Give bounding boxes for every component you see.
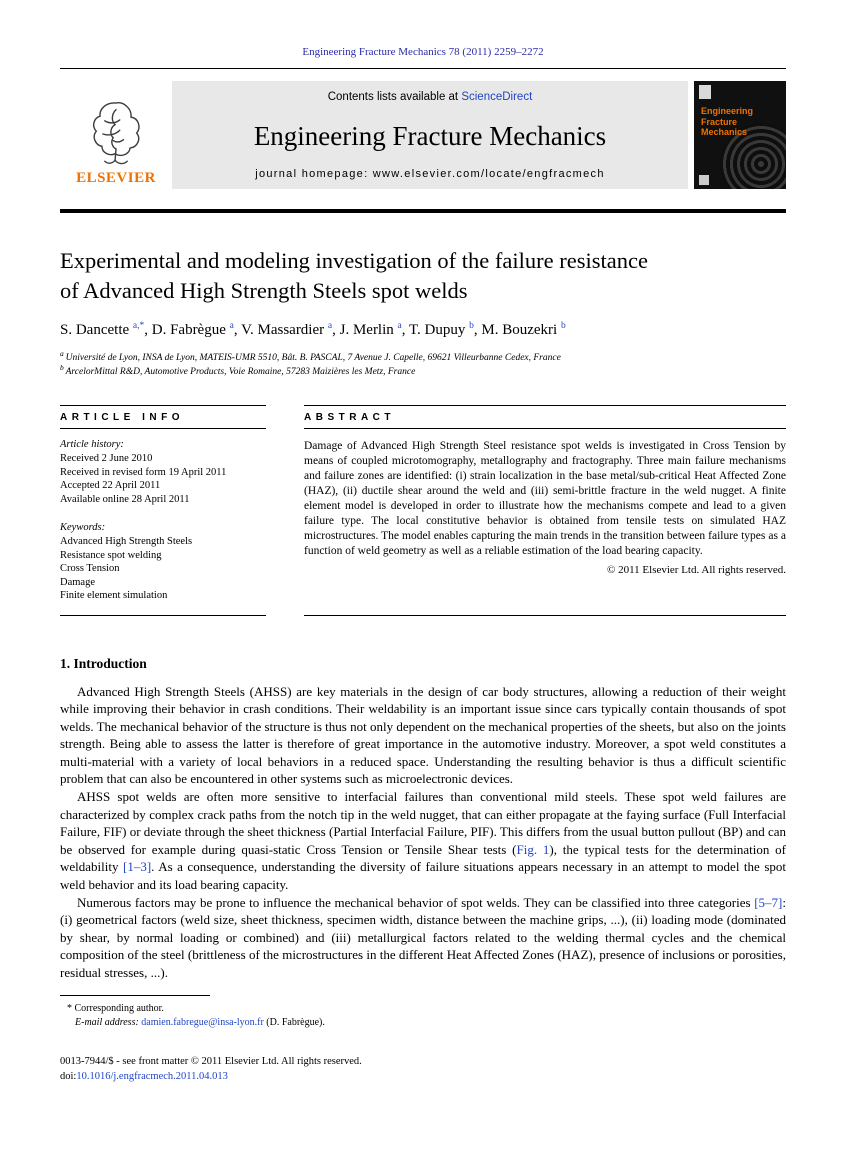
fig-1-link[interactable]: Fig. 1 (516, 841, 550, 857)
elsevier-logo-text: ELSEVIER (76, 170, 156, 186)
intro-paragraph-1 (60, 683, 786, 789)
keyword-item: Resistance spot welding (60, 549, 162, 561)
masthead-divider (60, 209, 786, 213)
author-name: , T. Dupuy (401, 322, 470, 338)
text-segment: . As a consequence, understanding the diversity of failure situations appears necessary in an attempt to model the spot weld behavior and its load bearing capacity. (60, 859, 786, 893)
sciencedirect-link[interactable]: ScienceDirect (461, 91, 533, 103)
cover-title-line: Fracture Mechanics (701, 116, 748, 137)
imprint-area (60, 1054, 786, 1085)
article-info-body (60, 429, 266, 615)
affiliation-sup: b (60, 362, 66, 372)
intro-paragraph-3 (60, 894, 786, 982)
affiliation-text: Université de Lyon, INSA de Lyon, MATEIS-UMR 5510, Bât. B. PASCAL, 7 Avenue J. Capelle, 69621 Villeurbanne Cedex, France (65, 353, 561, 363)
abstract-text: Damage of Advanced High Strength Steel resistance spot welds is investigated in Cross Tension by means of coupled microtomography, metallography and fractography. Three main failure mechanisms and failure zones are identified: (i) strain localization in the base metal/sub-critical Heat Affected Zone (HAZ), (ii) ductile shear around the weld and (iii) semi-brittle fracture in the weld nugget. A finite element model is developed in order to illustrate how the mechanisms compete and lead to a given failure type. The local constitutive behavior is obtained from tensile tests on simulated HAZ microstructures. The model enables capturing the main trends in the transition between failure types as a function of weld geometry as well as a reliable estimation of the load bearing capacity. (304, 440, 786, 557)
footnote-divider (60, 995, 210, 996)
copyright-line: © 2011 Elsevier Ltd. All rights reserved. (606, 564, 786, 576)
history-item: Received in revised form 19 April 2011 (60, 466, 227, 478)
corresponding-author-note: * Corresponding author. (67, 1002, 164, 1014)
author-affiliation-sup[interactable]: b (469, 321, 474, 331)
author-affiliation-sup[interactable]: a,* (132, 321, 145, 331)
cover-title-line: Engineering (701, 106, 754, 116)
keyword-item: Advanced High Strength Steels (60, 536, 193, 547)
history-item: Available online 28 April 2011 (60, 493, 190, 505)
history-item: Accepted 22 April 2011 (60, 480, 161, 491)
text-segment: ), the typical tests for the determination of weldability (60, 841, 787, 875)
contents-prefix: Contents lists available at (327, 91, 462, 103)
email-note (60, 1016, 786, 1030)
doi-line (60, 1069, 786, 1085)
doi-link[interactable]: 10.1016/j.engfracmech.2011.04.013 (76, 1071, 228, 1083)
affiliation-text: ArcelorMittal R&D, Automotive Products, Voie Romaine, 57283 Maizières les Metz, France (65, 367, 416, 377)
author-name: , D. Fabrègue (144, 322, 230, 338)
issn-line: 0013-7944/$ - see front matter © 2011 Elsevier Ltd. All rights reserved. (60, 1055, 362, 1067)
author-affiliation-sup[interactable]: a (327, 321, 333, 331)
affiliation-sup: a (60, 348, 66, 358)
keyword-item: Damage (60, 576, 95, 588)
section-heading-introduction: 1. Introduction (60, 655, 147, 671)
text-segment: AHSS spot welds are often more sensitive to interfacial failures than conventional mild steels. These spot weld failures are characterized by complex crack paths from the notch tip in the weld nugget, that can either propagate at the faying surface (Full Interfacial Failure, FIF) or deviate through the sheet thickness (Partial Interfacial Failure, PIF). This differs from the usual button pullout (BP) and can be observed for example during quasi-static Cross Tension or Tensile Shear tests ( (60, 789, 786, 857)
keywords-label: Keywords: (60, 522, 106, 533)
journal-title: Engineering Fracture Mechanics (253, 120, 607, 151)
author-name: S. Dancette (60, 322, 133, 338)
text-segment: Numerous factors may be prone to influence the mechanical behavior of spot welds. They can be classified into three categories (77, 894, 755, 910)
email-label: E-mail address: (75, 1016, 142, 1028)
elsevier-logo (60, 81, 172, 189)
article-info-abstract-block (60, 405, 786, 616)
article-info-header: ARTICLE INFO (60, 406, 266, 429)
article-title (60, 246, 786, 306)
author-name: , J. Merlin (332, 322, 398, 338)
journal-homepage-link[interactable]: journal homepage: www.elsevier.com/locate/engfracmech (255, 168, 605, 180)
affiliation (60, 348, 786, 365)
author-name: , M. Bouzekri (473, 322, 561, 338)
abstract-header: ABSTRACT (304, 406, 786, 429)
author-list (60, 321, 786, 340)
ref-link-5-7[interactable]: [5–7] (754, 894, 783, 910)
contents-line (328, 91, 533, 103)
elsevier-tree-icon (86, 98, 146, 170)
text-segment: Advanced High Strength Steels (AHSS) are key materials in the design of car body structures, allowing a reduction of their weight while improving their behavior in crash conditions. Their weldability is an important issue since cars typically contain thousands of spot welds. The mechanical behavior of the structure is thus not only dependent on the mechanical properties of the sheets, but also on the joints strength. Being able to assess the latter is therefore of great importance in the automotive industry. Moreover, a spot weld constitutes a multi-material with a variety of local behaviors in a reduced space. Understanding the resulting behavior is thus a difficult scientific problem that can also be encountered in other systems such as microelectronic devices. (60, 683, 786, 787)
author-affiliation-sup[interactable]: a (397, 321, 402, 331)
cover-title (701, 106, 783, 138)
author-name: , V. Massardier (233, 322, 328, 338)
affiliations (60, 348, 786, 379)
keyword-item: Finite element simulation (60, 590, 168, 601)
cover-elsevier-mini-logo (699, 85, 711, 99)
citation-divider (60, 68, 786, 69)
doi-label: doi: (60, 1071, 77, 1083)
keyword-item: Cross Tension (60, 563, 120, 574)
masthead (60, 81, 786, 189)
text-segment: : (i) geometrical factors (weld size, sheet thickness, specimen width, distance between the machine grips, ...), (ii) loading mode (dominated by shear, by normal loading or combined) and (iii) metallurgical factors related to the welding thermal cycles and the chemical composition of the steel (brittleness of the microstructures in the different Heat Affected Zones (HAZ), presence of inclusions or porosities, residual stresses, ...). (60, 894, 786, 980)
article-info-section (60, 405, 266, 616)
abstract-section (304, 405, 786, 616)
masthead-center (172, 81, 688, 189)
author-affiliation-sup[interactable]: a (229, 321, 234, 331)
email-suffix: (D. Fabrègue). (263, 1016, 325, 1028)
journal-cover-thumbnail (694, 81, 786, 189)
footnote-area (60, 995, 786, 1030)
email-link[interactable]: damien.fabregue@insa-lyon.fr (141, 1016, 264, 1028)
article-title-line: of Advanced High Strength Steels spot welds (60, 278, 468, 303)
article-title-line: Experimental and modeling investigation of the failure resistance (60, 248, 648, 273)
affiliation (60, 362, 786, 379)
intro-paragraph-2 (60, 788, 786, 894)
history-item: Received 2 June 2010 (60, 453, 153, 464)
author-affiliation-sup[interactable]: b (560, 321, 566, 331)
journal-citation-link[interactable]: Engineering Fracture Mechanics 78 (2011) 2259–2272 (302, 46, 544, 58)
article-history-label: Article history: (60, 439, 124, 450)
ref-link-1-3[interactable]: [1–3] (123, 859, 152, 875)
cover-bottom-logo-mark (699, 175, 709, 185)
